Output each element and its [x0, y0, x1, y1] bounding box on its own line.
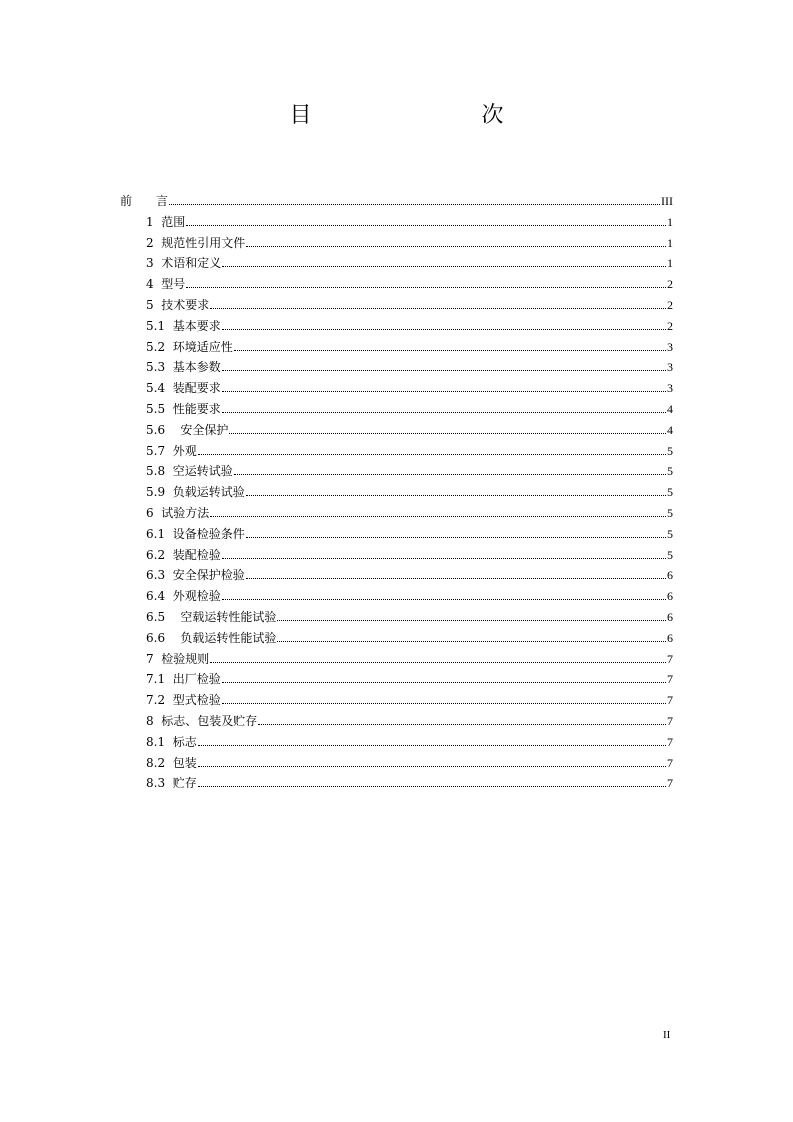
toc-entry[interactable] — [120, 711, 673, 732]
toc-entry-page: 6 — [667, 568, 673, 583]
toc-leader-dots — [210, 307, 666, 309]
toc-entry[interactable] — [120, 628, 673, 649]
toc-entry[interactable] — [120, 753, 673, 774]
toc-leader-dots — [229, 432, 666, 434]
toc-entry[interactable] — [120, 274, 673, 295]
toc-entry[interactable] — [120, 378, 673, 399]
toc-entry-page: 6 — [667, 589, 673, 604]
toc-leader-dots — [222, 328, 666, 330]
toc-leader-dots — [222, 681, 666, 683]
toc-entry[interactable] — [120, 649, 673, 670]
toc-entry-page: 3 — [667, 360, 673, 375]
toc-entry[interactable] — [120, 441, 673, 462]
toc-entry-page: 7 — [667, 755, 673, 770]
toc-leader-dots — [222, 390, 666, 392]
toc-entry-page: 6 — [667, 609, 673, 624]
toc-entry[interactable] — [120, 461, 673, 482]
toc-leader-dots — [246, 245, 666, 247]
toc-leader-dots — [222, 265, 666, 267]
toc-entry-label: 7.2 型式检验 — [146, 693, 221, 708]
toc-leader-dots — [234, 473, 666, 475]
toc-entry[interactable] — [120, 482, 673, 503]
toc-entry-label: 8.3 贮存 — [146, 776, 197, 791]
toc-entry[interactable] — [120, 732, 673, 753]
toc-entry-label: 6.2 装配检验 — [146, 547, 221, 562]
toc-entry-page: 2 — [667, 277, 673, 292]
toc-leader-dots — [169, 203, 660, 205]
toc-entry-label: 3 术语和定义 — [146, 256, 222, 271]
toc-entry[interactable] — [120, 565, 673, 586]
toc-entry-page: 3 — [667, 381, 673, 396]
toc-entry-label: 6 试验方法 — [146, 505, 210, 520]
toc-entry[interactable] — [120, 316, 673, 337]
toc-entry-page: 1 — [667, 256, 673, 271]
toc-entry-page: 2 — [667, 297, 673, 312]
toc-entry-page: 1 — [667, 214, 673, 229]
toc-entry[interactable] — [120, 524, 673, 545]
toc-entry[interactable] — [120, 399, 673, 420]
toc-entry[interactable] — [120, 191, 673, 212]
toc-entry-label: 5.6 安全保护 — [146, 422, 229, 437]
toc-leader-dots — [198, 744, 666, 746]
toc-entry[interactable] — [120, 357, 673, 378]
toc-leader-dots — [222, 702, 666, 704]
toc-entry-label: 6.3 安全保护检验 — [146, 568, 245, 583]
toc-entry-page: 7 — [667, 672, 673, 687]
toc-entry[interactable] — [120, 607, 673, 628]
toc-entry-page: 6 — [667, 630, 673, 645]
table-of-contents — [120, 191, 673, 794]
toc-leader-dots — [222, 598, 666, 600]
toc-entry-page: 4 — [667, 401, 673, 416]
toc-entry[interactable] — [120, 545, 673, 566]
toc-entry-label: 5.3 基本参数 — [146, 360, 221, 375]
toc-entry-page: 4 — [667, 422, 673, 437]
toc-entry-page: 5 — [667, 526, 673, 541]
toc-entry-page: 2 — [667, 318, 673, 333]
toc-leader-dots — [246, 494, 666, 496]
toc-leader-dots — [210, 661, 666, 663]
toc-entry-page: 7 — [667, 776, 673, 791]
toc-entry-label: 5.2 环境适应性 — [146, 339, 233, 354]
toc-entry-page: III — [661, 194, 673, 208]
toc-entry-page: 5 — [667, 485, 673, 500]
toc-entry-label: 6.5 空载运转性能试验 — [146, 609, 277, 624]
toc-entry-page: 5 — [667, 547, 673, 562]
toc-entry[interactable] — [120, 233, 673, 254]
toc-entry-label: 5.4 装配要求 — [146, 381, 221, 396]
toc-leader-dots — [198, 765, 666, 767]
toc-entry-page: 5 — [667, 464, 673, 479]
toc-entry[interactable] — [120, 773, 673, 794]
toc-entry-label: 5.1 基本要求 — [146, 318, 221, 333]
toc-entry-page: 7 — [667, 713, 673, 728]
toc-entry[interactable] — [120, 586, 673, 607]
page-number: II — [663, 1029, 671, 1041]
toc-entry-label: 8.1 标志 — [146, 734, 197, 749]
toc-entry-label: 5.8 空运转试验 — [146, 464, 233, 479]
toc-entry-label: 7.1 出厂检验 — [146, 672, 221, 687]
toc-entry[interactable] — [120, 690, 673, 711]
toc-entry[interactable] — [120, 669, 673, 690]
toc-entry-page: 7 — [667, 734, 673, 749]
toc-leader-dots — [258, 723, 666, 725]
toc-entry-page: 7 — [667, 693, 673, 708]
toc-entry-page: 5 — [667, 505, 673, 520]
toc-leader-dots — [186, 224, 666, 226]
toc-entry[interactable] — [120, 420, 673, 441]
toc-entry-label: 4 型号 — [146, 277, 186, 292]
toc-entry[interactable] — [120, 253, 673, 274]
toc-entry-label: 5.7 外观 — [146, 443, 197, 458]
toc-leader-dots — [222, 411, 666, 413]
toc-leader-dots — [246, 536, 666, 538]
toc-leader-dots — [198, 785, 666, 787]
toc-entry-label: 前 言 — [120, 194, 169, 208]
toc-entry-label: 6.6 负载运转性能试验 — [146, 630, 277, 645]
toc-entry[interactable] — [120, 295, 673, 316]
toc-entry[interactable] — [120, 503, 673, 524]
toc-entry-label: 1 范围 — [146, 214, 186, 229]
toc-entry-page: 1 — [667, 235, 673, 250]
toc-leader-dots — [222, 557, 666, 559]
toc-leader-dots — [234, 349, 666, 351]
toc-entry[interactable] — [120, 212, 673, 233]
toc-entry-label: 2 规范性引用文件 — [146, 235, 246, 250]
toc-entry-label: 8 标志、包装及贮存 — [146, 713, 258, 728]
toc-entry-label: 5.9 负载运转试验 — [146, 485, 245, 500]
toc-leader-dots — [186, 286, 666, 288]
toc-leader-dots — [246, 577, 666, 579]
toc-entry-label: 5 技术要求 — [146, 297, 210, 312]
toc-entry-page: 3 — [667, 339, 673, 354]
toc-entry[interactable] — [120, 337, 673, 358]
toc-leader-dots — [210, 515, 666, 517]
toc-entry-label: 7 检验规则 — [146, 651, 210, 666]
toc-leader-dots — [277, 640, 666, 642]
toc-leader-dots — [277, 619, 666, 621]
toc-entry-label: 6.4 外观检验 — [146, 589, 221, 604]
toc-leader-dots — [198, 453, 666, 455]
toc-entry-page: 7 — [667, 651, 673, 666]
toc-leader-dots — [222, 369, 666, 371]
toc-entry-label: 5.5 性能要求 — [146, 401, 221, 416]
toc-entry-label: 8.2 包装 — [146, 755, 197, 770]
page-title: 目 次 — [289, 103, 546, 128]
toc-entry-page: 5 — [667, 443, 673, 458]
toc-entry-label: 6.1 设备检验条件 — [146, 526, 245, 541]
